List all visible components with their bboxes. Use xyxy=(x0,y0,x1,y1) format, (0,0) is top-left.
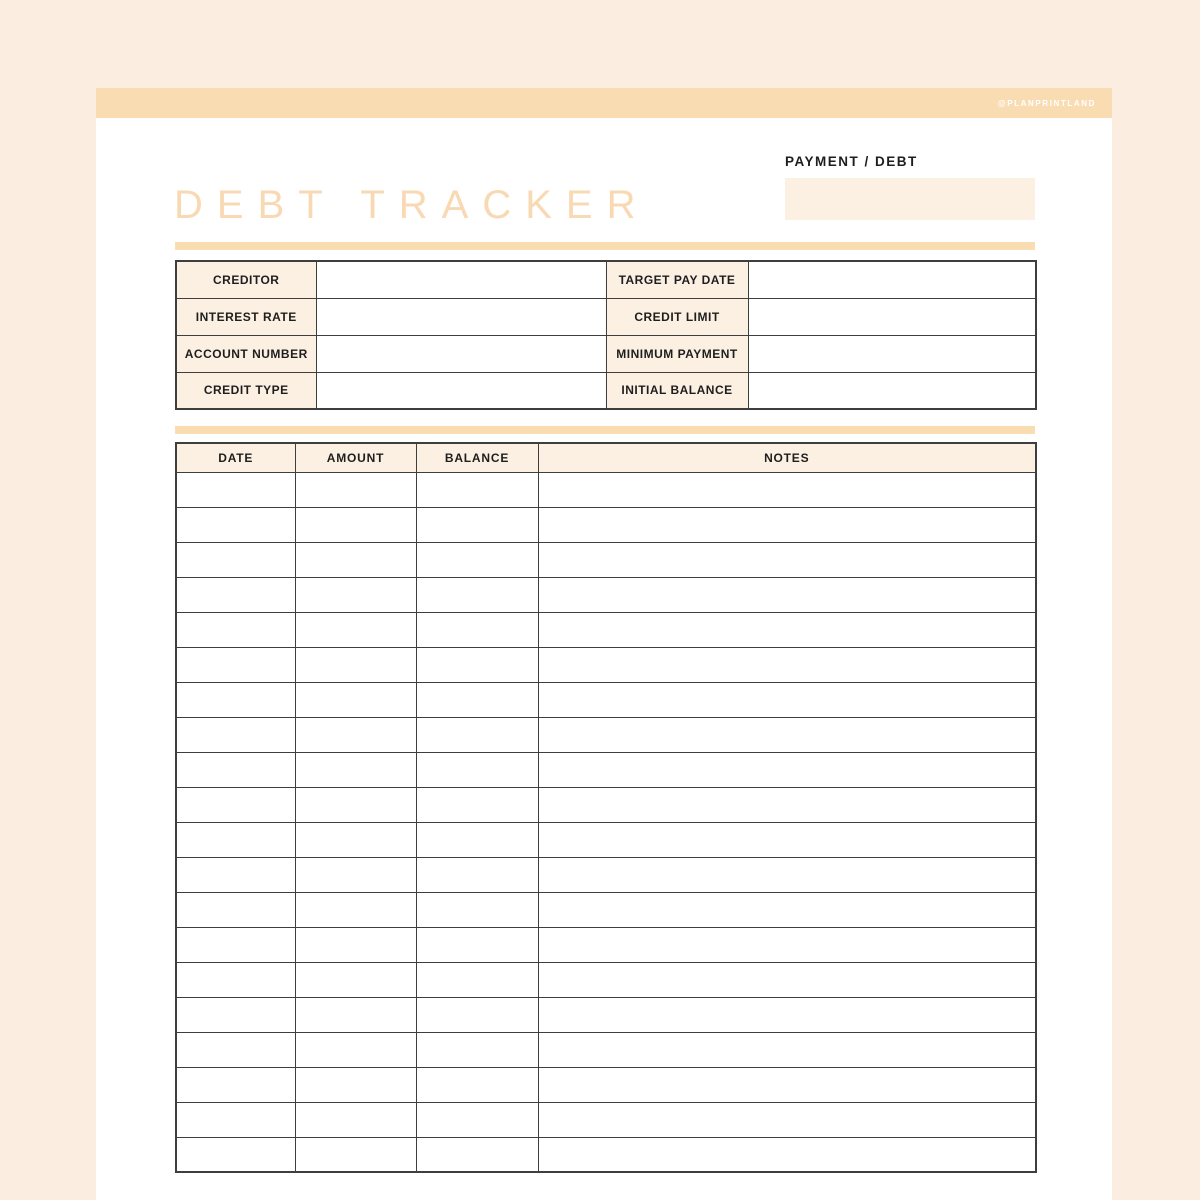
balance-column-header: BALANCE xyxy=(416,443,538,472)
log-row xyxy=(176,682,1036,717)
date-cell[interactable] xyxy=(176,962,295,997)
amount-cell[interactable] xyxy=(295,892,416,927)
balance-cell[interactable] xyxy=(416,1067,538,1102)
interest-rate-label: INTEREST RATE xyxy=(176,298,316,335)
amount-cell[interactable] xyxy=(295,787,416,822)
divider-bar-top xyxy=(175,242,1035,250)
log-row xyxy=(176,892,1036,927)
amount-column-header: AMOUNT xyxy=(295,443,416,472)
date-cell[interactable] xyxy=(176,682,295,717)
balance-cell[interactable] xyxy=(416,822,538,857)
target-pay-date-field[interactable] xyxy=(748,261,1036,298)
balance-cell[interactable] xyxy=(416,717,538,752)
balance-cell[interactable] xyxy=(416,682,538,717)
notes-cell[interactable] xyxy=(538,1067,1036,1102)
printable-page xyxy=(96,88,1112,1200)
info-row xyxy=(176,372,1036,409)
balance-cell[interactable] xyxy=(416,1032,538,1067)
date-cell[interactable] xyxy=(176,892,295,927)
account-number-label: ACCOUNT NUMBER xyxy=(176,335,316,372)
date-cell[interactable] xyxy=(176,1137,295,1172)
payment-log-table xyxy=(175,442,1037,1173)
info-row xyxy=(176,335,1036,372)
notes-cell[interactable] xyxy=(538,717,1036,752)
notes-cell[interactable] xyxy=(538,787,1036,822)
notes-column-header: NOTES xyxy=(538,443,1036,472)
amount-cell[interactable] xyxy=(295,472,416,507)
notes-cell[interactable] xyxy=(538,822,1036,857)
credit-type-label: CREDIT TYPE xyxy=(176,372,316,409)
amount-cell[interactable] xyxy=(295,577,416,612)
amount-cell[interactable] xyxy=(295,752,416,787)
date-cell[interactable] xyxy=(176,1102,295,1137)
brand-watermark: @PLANPRINTLAND xyxy=(997,98,1096,108)
log-row xyxy=(176,787,1036,822)
date-cell[interactable] xyxy=(176,542,295,577)
log-row xyxy=(176,997,1036,1032)
amount-cell[interactable] xyxy=(295,647,416,682)
interest-rate-field[interactable] xyxy=(316,298,606,335)
payment-debt-label: PAYMENT / DEBT xyxy=(785,154,918,169)
payment-debt-field[interactable] xyxy=(785,178,1035,220)
notes-cell[interactable] xyxy=(538,962,1036,997)
date-cell[interactable] xyxy=(176,1067,295,1102)
date-cell[interactable] xyxy=(176,472,295,507)
amount-cell[interactable] xyxy=(295,857,416,892)
notes-cell[interactable] xyxy=(538,927,1036,962)
amount-cell[interactable] xyxy=(295,612,416,647)
log-table-body xyxy=(176,472,1036,1172)
date-cell[interactable] xyxy=(176,647,295,682)
log-row xyxy=(176,927,1036,962)
log-row xyxy=(176,647,1036,682)
balance-cell[interactable] xyxy=(416,612,538,647)
balance-cell[interactable] xyxy=(416,927,538,962)
amount-cell[interactable] xyxy=(295,542,416,577)
balance-cell[interactable] xyxy=(416,1102,538,1137)
credit-limit-field[interactable] xyxy=(748,298,1036,335)
debt-info-table xyxy=(175,260,1037,410)
amount-cell[interactable] xyxy=(295,682,416,717)
amount-cell[interactable] xyxy=(295,822,416,857)
balance-cell[interactable] xyxy=(416,962,538,997)
date-column-header: DATE xyxy=(176,443,295,472)
notes-cell[interactable] xyxy=(538,682,1036,717)
date-cell[interactable] xyxy=(176,717,295,752)
notes-cell[interactable] xyxy=(538,997,1036,1032)
balance-cell[interactable] xyxy=(416,647,538,682)
log-row xyxy=(176,962,1036,997)
log-row xyxy=(176,752,1036,787)
amount-cell[interactable] xyxy=(295,1137,416,1172)
balance-cell[interactable] xyxy=(416,857,538,892)
notes-cell[interactable] xyxy=(538,857,1036,892)
notes-cell[interactable] xyxy=(538,752,1036,787)
creditor-field[interactable] xyxy=(316,261,606,298)
log-row xyxy=(176,822,1036,857)
date-cell[interactable] xyxy=(176,997,295,1032)
log-row xyxy=(176,1067,1036,1102)
notes-cell[interactable] xyxy=(538,1137,1036,1172)
date-cell[interactable] xyxy=(176,822,295,857)
notes-cell[interactable] xyxy=(538,612,1036,647)
info-row xyxy=(176,261,1036,298)
initial-balance-label: INITIAL BALANCE xyxy=(606,372,748,409)
notes-cell[interactable] xyxy=(538,507,1036,542)
creditor-label: CREDITOR xyxy=(176,261,316,298)
log-row xyxy=(176,717,1036,752)
notes-cell[interactable] xyxy=(538,1102,1036,1137)
date-cell[interactable] xyxy=(176,857,295,892)
credit-type-field[interactable] xyxy=(316,372,606,409)
balance-cell[interactable] xyxy=(416,542,538,577)
balance-cell[interactable] xyxy=(416,997,538,1032)
log-row xyxy=(176,857,1036,892)
minimum-payment-label: MINIMUM PAYMENT xyxy=(606,335,748,372)
amount-cell[interactable] xyxy=(295,927,416,962)
date-cell[interactable] xyxy=(176,787,295,822)
notes-cell[interactable] xyxy=(538,542,1036,577)
balance-cell[interactable] xyxy=(416,752,538,787)
date-cell[interactable] xyxy=(176,927,295,962)
amount-cell[interactable] xyxy=(295,507,416,542)
notes-cell[interactable] xyxy=(538,1032,1036,1067)
initial-balance-field[interactable] xyxy=(748,372,1036,409)
log-row xyxy=(176,612,1036,647)
log-row xyxy=(176,577,1036,612)
target-pay-date-label: TARGET PAY DATE xyxy=(606,261,748,298)
balance-cell[interactable] xyxy=(416,472,538,507)
date-cell[interactable] xyxy=(176,752,295,787)
balance-cell[interactable] xyxy=(416,507,538,542)
balance-cell[interactable] xyxy=(416,787,538,822)
credit-limit-label: CREDIT LIMIT xyxy=(606,298,748,335)
log-row xyxy=(176,542,1036,577)
date-cell[interactable] xyxy=(176,612,295,647)
balance-cell[interactable] xyxy=(416,892,538,927)
amount-cell[interactable] xyxy=(295,997,416,1032)
date-cell[interactable] xyxy=(176,507,295,542)
date-cell[interactable] xyxy=(176,577,295,612)
amount-cell[interactable] xyxy=(295,1032,416,1067)
notes-cell[interactable] xyxy=(538,892,1036,927)
minimum-payment-field[interactable] xyxy=(748,335,1036,372)
amount-cell[interactable] xyxy=(295,962,416,997)
info-row xyxy=(176,298,1036,335)
date-cell[interactable] xyxy=(176,1032,295,1067)
notes-cell[interactable] xyxy=(538,647,1036,682)
balance-cell[interactable] xyxy=(416,577,538,612)
amount-cell[interactable] xyxy=(295,1102,416,1137)
log-header-row xyxy=(176,443,1036,472)
amount-cell[interactable] xyxy=(295,1067,416,1102)
log-row xyxy=(176,1102,1036,1137)
log-row xyxy=(176,1032,1036,1067)
divider-bar-middle xyxy=(175,426,1035,434)
accent-top-bar xyxy=(96,88,1112,118)
log-row xyxy=(176,1137,1036,1172)
notes-cell[interactable] xyxy=(538,472,1036,507)
log-row xyxy=(176,507,1036,542)
log-row xyxy=(176,472,1036,507)
page-title: DEBT TRACKER xyxy=(174,183,650,227)
balance-cell[interactable] xyxy=(416,1137,538,1172)
notes-cell[interactable] xyxy=(538,577,1036,612)
account-number-field[interactable] xyxy=(316,335,606,372)
amount-cell[interactable] xyxy=(295,717,416,752)
